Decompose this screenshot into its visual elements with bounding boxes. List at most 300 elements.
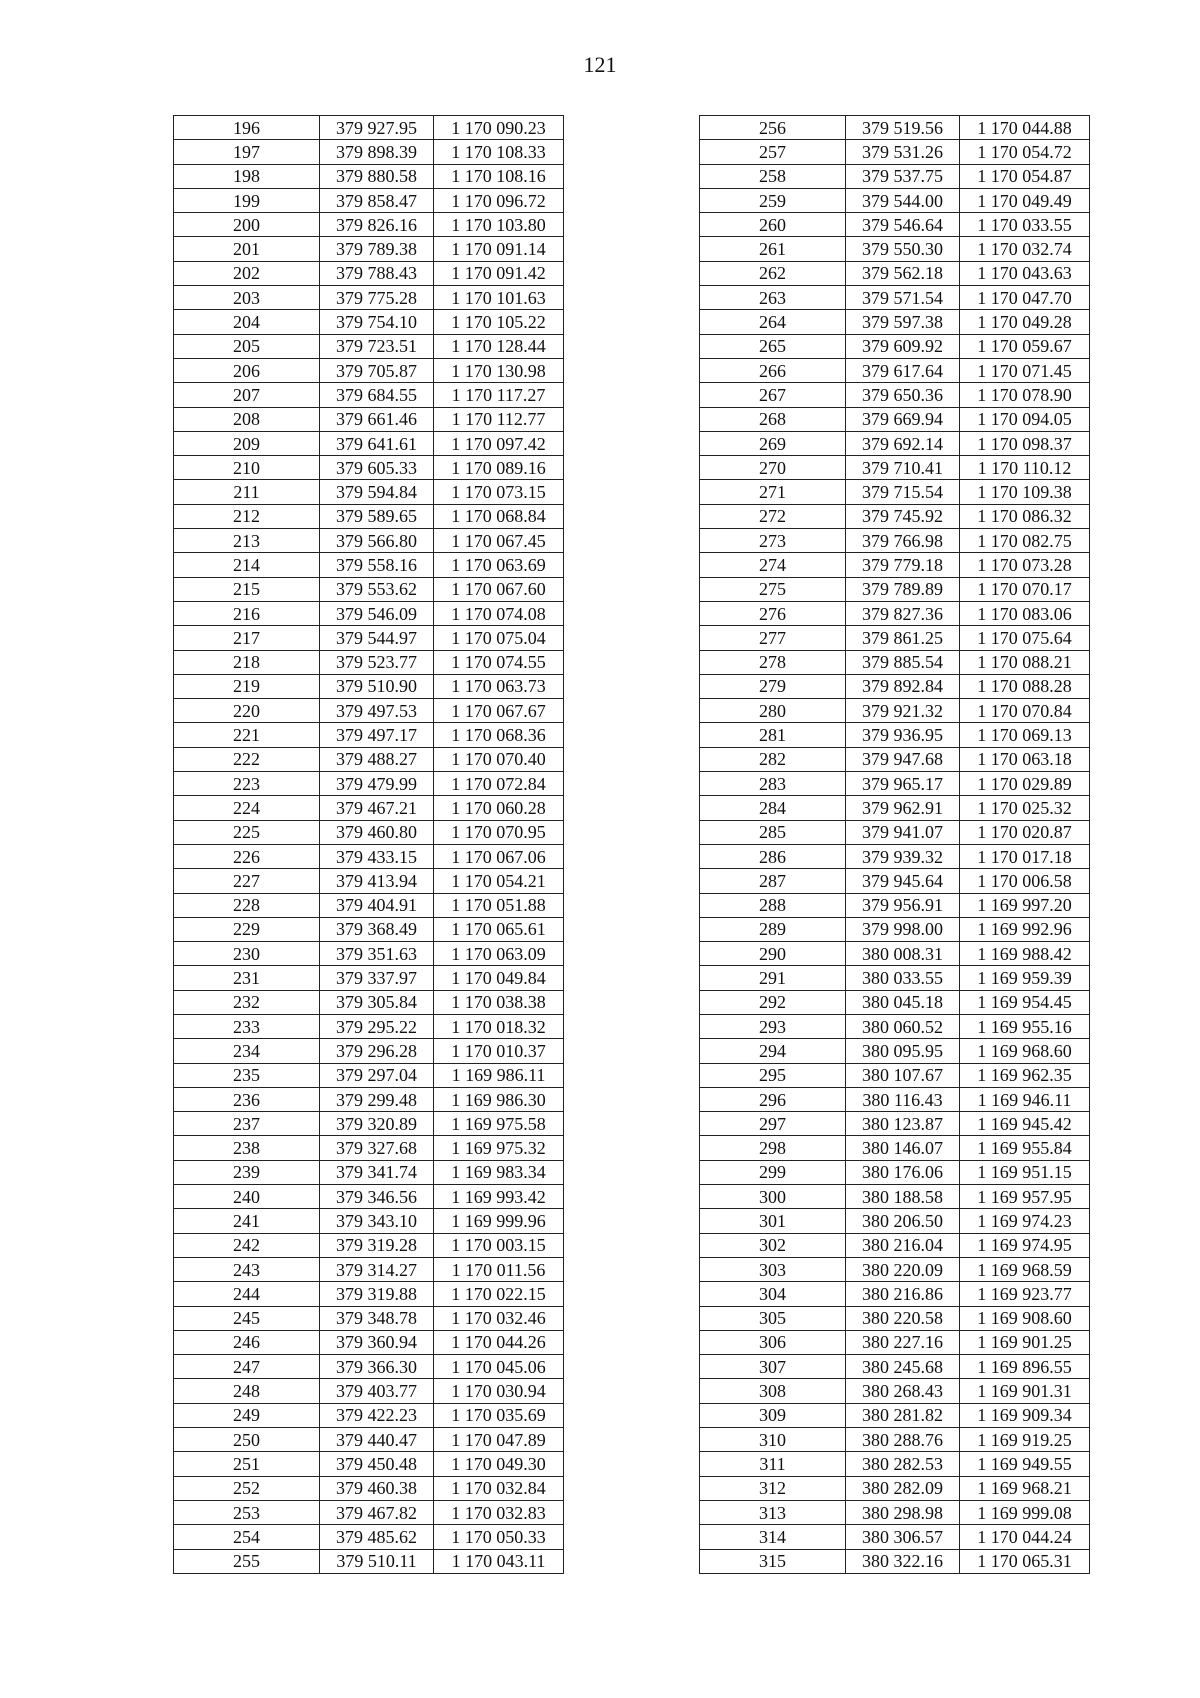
y-coordinate-cell: 1 169 896.55 [960, 1355, 1090, 1379]
point-number-cell: 302 [700, 1233, 846, 1257]
table-row [700, 286, 1090, 310]
point-number-cell: 229 [174, 917, 320, 941]
point-number-cell: 294 [700, 1039, 846, 1063]
y-coordinate-cell: 1 170 094.05 [960, 407, 1090, 431]
x-coordinate-cell: 379 939.32 [846, 844, 960, 868]
table-row [700, 844, 1090, 868]
point-number-cell: 224 [174, 796, 320, 820]
table-row [700, 116, 1090, 140]
table-row [700, 796, 1090, 820]
table-row [174, 310, 564, 334]
table-row [174, 917, 564, 941]
table-row [700, 1476, 1090, 1500]
table-row [174, 504, 564, 528]
point-number-cell: 203 [174, 286, 320, 310]
table-row [174, 966, 564, 990]
x-coordinate-cell: 380 268.43 [846, 1379, 960, 1403]
x-coordinate-cell: 379 319.88 [320, 1282, 434, 1306]
point-number-cell: 269 [700, 431, 846, 455]
y-coordinate-cell: 1 170 010.37 [434, 1039, 564, 1063]
coordinate-table-right [699, 115, 1090, 1574]
y-coordinate-cell: 1 170 109.38 [960, 480, 1090, 504]
table-row [174, 1282, 564, 1306]
table-row [174, 1355, 564, 1379]
table-row [700, 164, 1090, 188]
point-number-cell: 221 [174, 723, 320, 747]
table-row [700, 1039, 1090, 1063]
table-row [700, 504, 1090, 528]
x-coordinate-cell: 380 282.53 [846, 1452, 960, 1476]
point-number-cell: 254 [174, 1525, 320, 1549]
y-coordinate-cell: 1 170 049.84 [434, 966, 564, 990]
y-coordinate-cell: 1 170 025.32 [960, 796, 1090, 820]
point-number-cell: 281 [700, 723, 846, 747]
table-row [174, 650, 564, 674]
x-coordinate-cell: 379 413.94 [320, 869, 434, 893]
x-coordinate-cell: 379 885.54 [846, 650, 960, 674]
y-coordinate-cell: 1 170 043.11 [434, 1549, 564, 1573]
point-number-cell: 225 [174, 820, 320, 844]
x-coordinate-cell: 379 566.80 [320, 529, 434, 553]
y-coordinate-cell: 1 170 018.32 [434, 1014, 564, 1038]
table-row [700, 1428, 1090, 1452]
y-coordinate-cell: 1 170 082.75 [960, 529, 1090, 553]
table-row [174, 1063, 564, 1087]
point-number-cell: 219 [174, 674, 320, 698]
point-number-cell: 244 [174, 1282, 320, 1306]
x-coordinate-cell: 379 348.78 [320, 1306, 434, 1330]
point-number-cell: 241 [174, 1209, 320, 1233]
table-row [174, 1160, 564, 1184]
table-row [700, 1185, 1090, 1209]
y-coordinate-cell: 1 170 074.08 [434, 601, 564, 625]
y-coordinate-cell: 1 170 070.40 [434, 747, 564, 771]
table-row [700, 1525, 1090, 1549]
x-coordinate-cell: 379 346.56 [320, 1185, 434, 1209]
point-number-cell: 205 [174, 334, 320, 358]
point-number-cell: 262 [700, 261, 846, 285]
point-number-cell: 256 [700, 116, 846, 140]
point-number-cell: 304 [700, 1282, 846, 1306]
x-coordinate-cell: 379 485.62 [320, 1525, 434, 1549]
table-row [700, 1330, 1090, 1354]
y-coordinate-cell: 1 170 097.42 [434, 431, 564, 455]
point-number-cell: 220 [174, 699, 320, 723]
x-coordinate-cell: 379 296.28 [320, 1039, 434, 1063]
point-number-cell: 232 [174, 990, 320, 1014]
point-number-cell: 314 [700, 1525, 846, 1549]
y-coordinate-cell: 1 170 032.83 [434, 1500, 564, 1524]
x-coordinate-cell: 379 927.95 [320, 116, 434, 140]
y-coordinate-cell: 1 169 957.95 [960, 1185, 1090, 1209]
y-coordinate-cell: 1 170 091.42 [434, 261, 564, 285]
x-coordinate-cell: 379 789.38 [320, 237, 434, 261]
table-row [174, 188, 564, 212]
x-coordinate-cell: 379 661.46 [320, 407, 434, 431]
point-number-cell: 248 [174, 1379, 320, 1403]
y-coordinate-cell: 1 170 044.26 [434, 1330, 564, 1354]
y-coordinate-cell: 1 170 073.28 [960, 553, 1090, 577]
y-coordinate-cell: 1 170 068.84 [434, 504, 564, 528]
point-number-cell: 291 [700, 966, 846, 990]
y-coordinate-cell: 1 170 022.15 [434, 1282, 564, 1306]
x-coordinate-cell: 379 546.64 [846, 213, 960, 237]
point-number-cell: 313 [700, 1500, 846, 1524]
point-number-cell: 226 [174, 844, 320, 868]
table-row [700, 237, 1090, 261]
point-number-cell: 292 [700, 990, 846, 1014]
table-row [700, 358, 1090, 382]
y-coordinate-cell: 1 170 071.45 [960, 358, 1090, 382]
table-row [174, 1257, 564, 1281]
y-coordinate-cell: 1 170 003.15 [434, 1233, 564, 1257]
table-body [174, 116, 564, 1574]
x-coordinate-cell: 379 497.53 [320, 699, 434, 723]
x-coordinate-cell: 380 288.76 [846, 1428, 960, 1452]
y-coordinate-cell: 1 170 067.06 [434, 844, 564, 868]
x-coordinate-cell: 379 941.07 [846, 820, 960, 844]
y-coordinate-cell: 1 170 090.23 [434, 116, 564, 140]
y-coordinate-cell: 1 169 974.23 [960, 1209, 1090, 1233]
y-coordinate-cell: 1 170 078.90 [960, 383, 1090, 407]
y-coordinate-cell: 1 170 065.31 [960, 1549, 1090, 1573]
point-number-cell: 299 [700, 1160, 846, 1184]
y-coordinate-cell: 1 169 901.31 [960, 1379, 1090, 1403]
x-coordinate-cell: 379 684.55 [320, 383, 434, 407]
y-coordinate-cell: 1 170 089.16 [434, 456, 564, 480]
y-coordinate-cell: 1 169 968.59 [960, 1257, 1090, 1281]
x-coordinate-cell: 380 045.18 [846, 990, 960, 1014]
table-row [700, 650, 1090, 674]
x-coordinate-cell: 379 597.38 [846, 310, 960, 334]
x-coordinate-cell: 379 788.43 [320, 261, 434, 285]
y-coordinate-cell: 1 170 069.13 [960, 723, 1090, 747]
y-coordinate-cell: 1 170 075.64 [960, 626, 1090, 650]
y-coordinate-cell: 1 169 919.25 [960, 1428, 1090, 1452]
point-number-cell: 311 [700, 1452, 846, 1476]
table-row [174, 1428, 564, 1452]
point-number-cell: 257 [700, 140, 846, 164]
point-number-cell: 309 [700, 1403, 846, 1427]
point-number-cell: 214 [174, 553, 320, 577]
point-number-cell: 295 [700, 1063, 846, 1087]
y-coordinate-cell: 1 170 130.98 [434, 358, 564, 382]
table-row [700, 553, 1090, 577]
point-number-cell: 250 [174, 1428, 320, 1452]
y-coordinate-cell: 1 169 945.42 [960, 1112, 1090, 1136]
x-coordinate-cell: 380 298.98 [846, 1500, 960, 1524]
x-coordinate-cell: 379 723.51 [320, 334, 434, 358]
x-coordinate-cell: 379 880.58 [320, 164, 434, 188]
x-coordinate-cell: 380 216.86 [846, 1282, 960, 1306]
y-coordinate-cell: 1 169 993.42 [434, 1185, 564, 1209]
table-row [700, 140, 1090, 164]
x-coordinate-cell: 379 650.36 [846, 383, 960, 407]
table-row [174, 577, 564, 601]
table-row [700, 1063, 1090, 1087]
x-coordinate-cell: 379 921.32 [846, 699, 960, 723]
x-coordinate-cell: 379 861.25 [846, 626, 960, 650]
point-number-cell: 249 [174, 1403, 320, 1427]
x-coordinate-cell: 380 008.31 [846, 942, 960, 966]
x-coordinate-cell: 380 216.04 [846, 1233, 960, 1257]
y-coordinate-cell: 1 170 045.06 [434, 1355, 564, 1379]
y-coordinate-cell: 1 169 988.42 [960, 942, 1090, 966]
table-row [174, 601, 564, 625]
y-coordinate-cell: 1 170 051.88 [434, 893, 564, 917]
table-row [700, 1306, 1090, 1330]
point-number-cell: 213 [174, 529, 320, 553]
table-row [700, 431, 1090, 455]
x-coordinate-cell: 379 956.91 [846, 893, 960, 917]
table-row [174, 820, 564, 844]
y-coordinate-cell: 1 170 020.87 [960, 820, 1090, 844]
y-coordinate-cell: 1 170 110.12 [960, 456, 1090, 480]
table-row [174, 553, 564, 577]
x-coordinate-cell: 379 450.48 [320, 1452, 434, 1476]
x-coordinate-cell: 379 510.90 [320, 674, 434, 698]
table-row [700, 577, 1090, 601]
table-row [174, 1014, 564, 1038]
point-number-cell: 240 [174, 1185, 320, 1209]
point-number-cell: 276 [700, 601, 846, 625]
table-row [174, 1112, 564, 1136]
x-coordinate-cell: 379 641.61 [320, 431, 434, 455]
x-coordinate-cell: 379 826.16 [320, 213, 434, 237]
table-row [174, 407, 564, 431]
table-row [174, 1136, 564, 1160]
x-coordinate-cell: 379 479.99 [320, 772, 434, 796]
table-row [174, 140, 564, 164]
x-coordinate-cell: 380 107.67 [846, 1063, 960, 1087]
point-number-cell: 209 [174, 431, 320, 455]
y-coordinate-cell: 1 170 063.73 [434, 674, 564, 698]
y-coordinate-cell: 1 170 032.84 [434, 1476, 564, 1500]
x-coordinate-cell: 379 965.17 [846, 772, 960, 796]
point-number-cell: 260 [700, 213, 846, 237]
table-row [700, 674, 1090, 698]
point-number-cell: 197 [174, 140, 320, 164]
x-coordinate-cell: 379 368.49 [320, 917, 434, 941]
x-coordinate-cell: 379 775.28 [320, 286, 434, 310]
x-coordinate-cell: 379 715.54 [846, 480, 960, 504]
x-coordinate-cell: 380 245.68 [846, 1355, 960, 1379]
x-coordinate-cell: 379 422.23 [320, 1403, 434, 1427]
y-coordinate-cell: 1 170 117.27 [434, 383, 564, 407]
table-row [174, 116, 564, 140]
x-coordinate-cell: 379 789.89 [846, 577, 960, 601]
y-coordinate-cell: 1 170 032.46 [434, 1306, 564, 1330]
point-number-cell: 287 [700, 869, 846, 893]
x-coordinate-cell: 379 433.15 [320, 844, 434, 868]
x-coordinate-cell: 379 947.68 [846, 747, 960, 771]
point-number-cell: 246 [174, 1330, 320, 1354]
point-number-cell: 275 [700, 577, 846, 601]
y-coordinate-cell: 1 170 068.36 [434, 723, 564, 747]
point-number-cell: 200 [174, 213, 320, 237]
point-number-cell: 198 [174, 164, 320, 188]
x-coordinate-cell: 379 404.91 [320, 893, 434, 917]
x-coordinate-cell: 379 827.36 [846, 601, 960, 625]
x-coordinate-cell: 379 892.84 [846, 674, 960, 698]
point-number-cell: 264 [700, 310, 846, 334]
x-coordinate-cell: 379 605.33 [320, 456, 434, 480]
x-coordinate-cell: 379 497.17 [320, 723, 434, 747]
point-number-cell: 278 [700, 650, 846, 674]
y-coordinate-cell: 1 170 054.21 [434, 869, 564, 893]
point-number-cell: 286 [700, 844, 846, 868]
point-number-cell: 239 [174, 1160, 320, 1184]
y-coordinate-cell: 1 170 108.33 [434, 140, 564, 164]
point-number-cell: 243 [174, 1257, 320, 1281]
x-coordinate-cell: 379 669.94 [846, 407, 960, 431]
point-number-cell: 283 [700, 772, 846, 796]
point-number-cell: 253 [174, 1500, 320, 1524]
y-coordinate-cell: 1 170 044.24 [960, 1525, 1090, 1549]
y-coordinate-cell: 1 170 035.69 [434, 1403, 564, 1427]
y-coordinate-cell: 1 169 968.21 [960, 1476, 1090, 1500]
x-coordinate-cell: 379 531.26 [846, 140, 960, 164]
point-number-cell: 215 [174, 577, 320, 601]
point-number-cell: 293 [700, 1014, 846, 1038]
table-row [700, 261, 1090, 285]
x-coordinate-cell: 379 898.39 [320, 140, 434, 164]
point-number-cell: 261 [700, 237, 846, 261]
point-number-cell: 259 [700, 188, 846, 212]
x-coordinate-cell: 380 220.58 [846, 1306, 960, 1330]
x-coordinate-cell: 379 337.97 [320, 966, 434, 990]
x-coordinate-cell: 379 488.27 [320, 747, 434, 771]
y-coordinate-cell: 1 170 086.32 [960, 504, 1090, 528]
x-coordinate-cell: 379 710.41 [846, 456, 960, 480]
point-number-cell: 312 [700, 1476, 846, 1500]
table-row [174, 990, 564, 1014]
table-row [174, 1500, 564, 1524]
table-row [174, 529, 564, 553]
x-coordinate-cell: 379 692.14 [846, 431, 960, 455]
y-coordinate-cell: 1 170 063.69 [434, 553, 564, 577]
y-coordinate-cell: 1 170 060.28 [434, 796, 564, 820]
x-coordinate-cell: 379 779.18 [846, 553, 960, 577]
x-coordinate-cell: 380 188.58 [846, 1185, 960, 1209]
x-coordinate-cell: 379 544.00 [846, 188, 960, 212]
x-coordinate-cell: 380 033.55 [846, 966, 960, 990]
table-row [700, 407, 1090, 431]
y-coordinate-cell: 1 169 992.96 [960, 917, 1090, 941]
x-coordinate-cell: 379 562.18 [846, 261, 960, 285]
point-number-cell: 258 [700, 164, 846, 188]
point-number-cell: 216 [174, 601, 320, 625]
y-coordinate-cell: 1 169 974.95 [960, 1233, 1090, 1257]
x-coordinate-cell: 379 320.89 [320, 1112, 434, 1136]
table-row [700, 213, 1090, 237]
table-row [174, 699, 564, 723]
x-coordinate-cell: 379 550.30 [846, 237, 960, 261]
x-coordinate-cell: 379 467.82 [320, 1500, 434, 1524]
y-coordinate-cell: 1 170 067.67 [434, 699, 564, 723]
point-number-cell: 300 [700, 1185, 846, 1209]
table-row [700, 747, 1090, 771]
x-coordinate-cell: 380 146.07 [846, 1136, 960, 1160]
table-row [174, 1039, 564, 1063]
x-coordinate-cell: 379 351.63 [320, 942, 434, 966]
y-coordinate-cell: 1 170 096.72 [434, 188, 564, 212]
point-number-cell: 271 [700, 480, 846, 504]
y-coordinate-cell: 1 170 070.84 [960, 699, 1090, 723]
x-coordinate-cell: 380 306.57 [846, 1525, 960, 1549]
y-coordinate-cell: 1 170 011.56 [434, 1257, 564, 1281]
x-coordinate-cell: 379 360.94 [320, 1330, 434, 1354]
point-number-cell: 285 [700, 820, 846, 844]
y-coordinate-cell: 1 170 083.06 [960, 601, 1090, 625]
point-number-cell: 310 [700, 1428, 846, 1452]
table-row [700, 1160, 1090, 1184]
table-row [700, 966, 1090, 990]
x-coordinate-cell: 379 754.10 [320, 310, 434, 334]
x-coordinate-cell: 379 403.77 [320, 1379, 434, 1403]
x-coordinate-cell: 379 617.64 [846, 358, 960, 382]
table-row [174, 942, 564, 966]
table-row [700, 820, 1090, 844]
y-coordinate-cell: 1 170 033.55 [960, 213, 1090, 237]
point-number-cell: 305 [700, 1306, 846, 1330]
table-row [174, 796, 564, 820]
y-coordinate-cell: 1 170 030.94 [434, 1379, 564, 1403]
x-coordinate-cell: 380 282.09 [846, 1476, 960, 1500]
x-coordinate-cell: 379 766.98 [846, 529, 960, 553]
x-coordinate-cell: 380 116.43 [846, 1087, 960, 1111]
table-row [174, 772, 564, 796]
x-coordinate-cell: 379 998.00 [846, 917, 960, 941]
point-number-cell: 231 [174, 966, 320, 990]
table-row [174, 844, 564, 868]
x-coordinate-cell: 379 962.91 [846, 796, 960, 820]
table-row [700, 1549, 1090, 1573]
y-coordinate-cell: 1 170 049.30 [434, 1452, 564, 1476]
point-number-cell: 274 [700, 553, 846, 577]
table-row [700, 1233, 1090, 1257]
x-coordinate-cell: 379 589.65 [320, 504, 434, 528]
x-coordinate-cell: 379 319.28 [320, 1233, 434, 1257]
x-coordinate-cell: 379 295.22 [320, 1014, 434, 1038]
y-coordinate-cell: 1 170 050.33 [434, 1525, 564, 1549]
point-number-cell: 277 [700, 626, 846, 650]
table-row [174, 1233, 564, 1257]
table-row [700, 772, 1090, 796]
x-coordinate-cell: 379 305.84 [320, 990, 434, 1014]
table-row [700, 893, 1090, 917]
x-coordinate-cell: 379 467.21 [320, 796, 434, 820]
x-coordinate-cell: 379 341.74 [320, 1160, 434, 1184]
table-row [700, 869, 1090, 893]
x-coordinate-cell: 379 553.62 [320, 577, 434, 601]
x-coordinate-cell: 379 594.84 [320, 480, 434, 504]
point-number-cell: 298 [700, 1136, 846, 1160]
point-number-cell: 235 [174, 1063, 320, 1087]
table-row [174, 261, 564, 285]
y-coordinate-cell: 1 170 049.28 [960, 310, 1090, 334]
y-coordinate-cell: 1 170 112.77 [434, 407, 564, 431]
table-row [700, 188, 1090, 212]
y-coordinate-cell: 1 170 074.55 [434, 650, 564, 674]
point-number-cell: 210 [174, 456, 320, 480]
y-coordinate-cell: 1 170 063.09 [434, 942, 564, 966]
point-number-cell: 255 [174, 1549, 320, 1573]
y-coordinate-cell: 1 170 054.72 [960, 140, 1090, 164]
y-coordinate-cell: 1 169 923.77 [960, 1282, 1090, 1306]
y-coordinate-cell: 1 170 072.84 [434, 772, 564, 796]
x-coordinate-cell: 379 745.92 [846, 504, 960, 528]
